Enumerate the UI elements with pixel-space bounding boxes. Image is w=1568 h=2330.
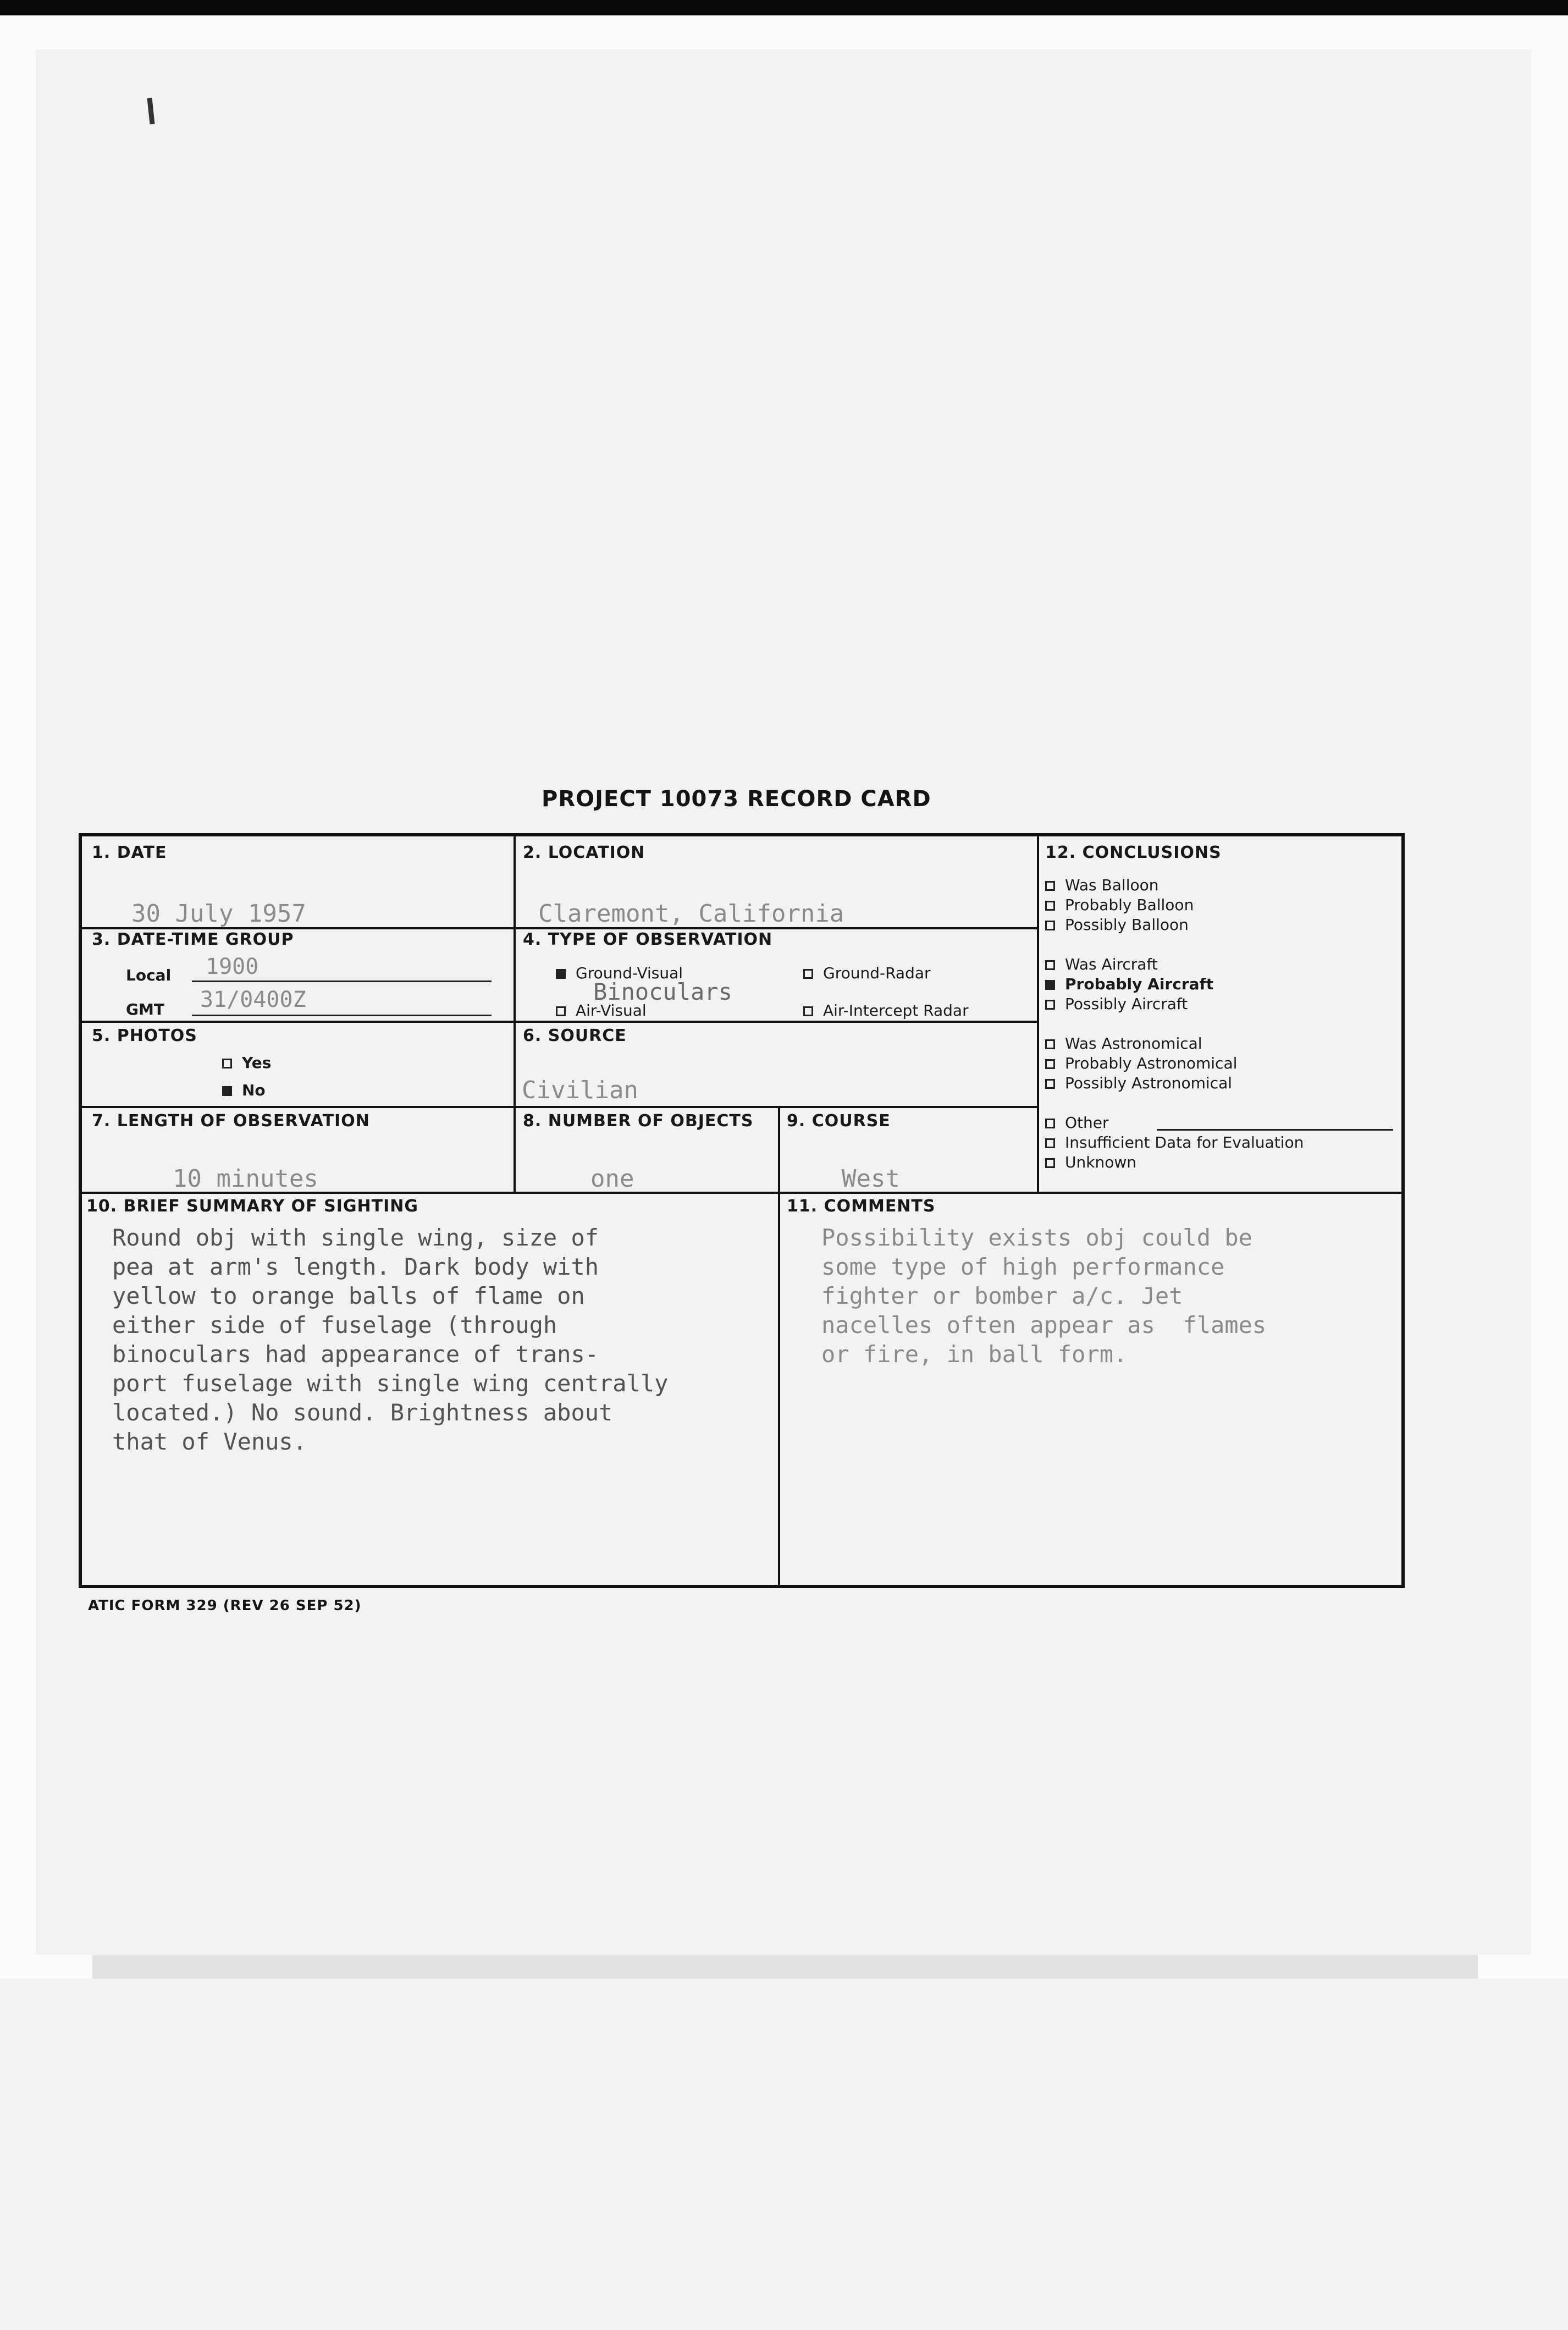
- option-photos-yes[interactable]: Yes: [222, 1054, 271, 1072]
- comment-line: nacelles often appear as flames: [821, 1312, 1267, 1338]
- conclusion-other[interactable]: Other: [1045, 1114, 1109, 1132]
- source-label: 6. SOURCE: [523, 1026, 627, 1045]
- option-ground-radar[interactable]: Ground-Radar: [803, 964, 931, 982]
- checkbox-photos-yes[interactable]: [222, 1059, 232, 1068]
- local-time-label: Local: [126, 966, 172, 984]
- conclusion-was-astronomical[interactable]: Was Astronomical: [1045, 1034, 1202, 1053]
- conclusion-probably-astronomical[interactable]: Probably Astronomical: [1045, 1054, 1237, 1072]
- objects-label: 8. NUMBER OF OBJECTS: [523, 1111, 754, 1131]
- date-time-group-label: 3. DATE-TIME GROUP: [92, 930, 294, 949]
- conclusion-possibly-balloon[interactable]: Possibly Balloon: [1045, 916, 1189, 934]
- comment-line: Possibility exists obj could be: [821, 1224, 1252, 1251]
- summary-line: located.) No sound. Brightness about: [112, 1399, 613, 1426]
- film-border-top: [0, 0, 1568, 15]
- conclusion-possibly-aircraft[interactable]: Possibly Aircraft: [1045, 995, 1188, 1013]
- summary-line: port fuselage with single wing centrally: [112, 1370, 669, 1397]
- summary-label: 10. BRIEF SUMMARY OF SIGHTING: [86, 1197, 418, 1216]
- comments-text: [821, 1223, 1266, 1369]
- comment-line: fighter or bomber a/c. Jet: [821, 1282, 1183, 1309]
- gmt-line: [192, 1015, 492, 1016]
- comment-line: some type of high performance: [821, 1253, 1225, 1280]
- summary-line: yellow to orange balls of flame on: [112, 1282, 585, 1309]
- summary-line: that of Venus.: [112, 1428, 307, 1455]
- conclusion-probably-aircraft[interactable]: Probably Aircraft: [1045, 975, 1213, 993]
- conclusion-insufficient-data[interactable]: Insufficient Data for Evaluation: [1045, 1133, 1304, 1152]
- gmt-value: 31/0400Z: [200, 987, 306, 1012]
- conclusion-was-aircraft[interactable]: Was Aircraft: [1045, 955, 1158, 973]
- checkbox-was-aircraft[interactable]: [1045, 960, 1055, 970]
- checkbox-insufficient-data[interactable]: [1045, 1138, 1055, 1148]
- film-border-bottom: [0, 1979, 1568, 2330]
- rule-col3: [778, 1106, 780, 1588]
- checkbox-air-intercept-radar[interactable]: [803, 1006, 813, 1016]
- observation-type-label: 4. TYPE OF OBSERVATION: [523, 930, 773, 949]
- location-value: Claremont, California: [538, 900, 844, 928]
- checkbox-probably-astronomical[interactable]: [1045, 1059, 1055, 1069]
- summary-line: Round obj with single wing, size of: [112, 1224, 599, 1251]
- option-air-intercept-radar[interactable]: Air-Intercept Radar: [803, 1001, 969, 1020]
- summary-text: [112, 1223, 668, 1456]
- conclusion-probably-balloon[interactable]: Probably Balloon: [1045, 896, 1194, 914]
- rule-col1: [514, 836, 516, 1192]
- location-label: 2. LOCATION: [523, 843, 645, 862]
- summary-line: pea at arm's length. Dark body with: [112, 1253, 599, 1280]
- date-value: 30 July 1957: [131, 900, 306, 928]
- checkbox-air-visual[interactable]: [556, 1006, 566, 1016]
- checkbox-possibly-aircraft[interactable]: [1045, 1000, 1055, 1010]
- comment-line: or fire, in ball form.: [821, 1341, 1128, 1368]
- objects-value: one: [590, 1165, 634, 1193]
- course-label: 9. COURSE: [787, 1111, 891, 1131]
- checkbox-probably-aircraft[interactable]: [1045, 980, 1055, 990]
- conclusions-label: 12. CONCLUSIONS: [1045, 843, 1222, 862]
- option-photos-no[interactable]: No: [222, 1081, 266, 1099]
- length-value: 10 minutes: [173, 1165, 318, 1193]
- option-ground-visual[interactable]: Ground-Visual: [556, 964, 683, 982]
- checkbox-unknown[interactable]: [1045, 1158, 1055, 1168]
- summary-line: either side of fuselage (through: [112, 1312, 557, 1338]
- checkbox-ground-visual[interactable]: [556, 969, 566, 979]
- checkbox-ground-radar[interactable]: [803, 969, 813, 979]
- gmt-label: GMT: [126, 1000, 164, 1018]
- photos-label: 5. PHOTOS: [92, 1026, 197, 1045]
- date-label: 1. DATE: [92, 843, 167, 862]
- summary-line: binoculars had appearance of trans-: [112, 1341, 599, 1368]
- option-air-visual[interactable]: Air-Visual: [556, 1001, 647, 1020]
- form-number: ATIC FORM 329 (REV 26 SEP 52): [88, 1598, 362, 1614]
- checkbox-photos-no[interactable]: [222, 1086, 232, 1096]
- observation-typed-note: Binoculars: [593, 978, 732, 1005]
- checkbox-possibly-balloon[interactable]: [1045, 921, 1055, 930]
- conclusion-was-balloon[interactable]: Was Balloon: [1045, 876, 1158, 894]
- rule-row2: [82, 1021, 1039, 1023]
- rule-col2: [1037, 836, 1039, 1192]
- conclusion-unknown[interactable]: Unknown: [1045, 1153, 1136, 1171]
- local-time-value: 1900: [206, 954, 259, 979]
- course-value: West: [842, 1165, 900, 1193]
- card-title: PROJECT 10073 RECORD CARD: [542, 786, 931, 812]
- checkbox-probably-balloon[interactable]: [1045, 901, 1055, 911]
- length-label: 7. LENGTH OF OBSERVATION: [92, 1111, 370, 1131]
- rule-row3: [82, 1106, 1039, 1108]
- local-time-line: [192, 981, 492, 982]
- conclusion-possibly-astronomical[interactable]: Possibly Astronomical: [1045, 1074, 1232, 1092]
- record-card: [79, 833, 1405, 1588]
- checkbox-was-astronomical[interactable]: [1045, 1039, 1055, 1049]
- source-value: Civilian: [522, 1076, 638, 1104]
- checkbox-was-balloon[interactable]: [1045, 881, 1055, 891]
- other-line: [1157, 1129, 1393, 1131]
- checkbox-other[interactable]: [1045, 1119, 1055, 1128]
- checkbox-possibly-astronomical[interactable]: [1045, 1079, 1055, 1089]
- comments-label: 11. COMMENTS: [787, 1197, 936, 1216]
